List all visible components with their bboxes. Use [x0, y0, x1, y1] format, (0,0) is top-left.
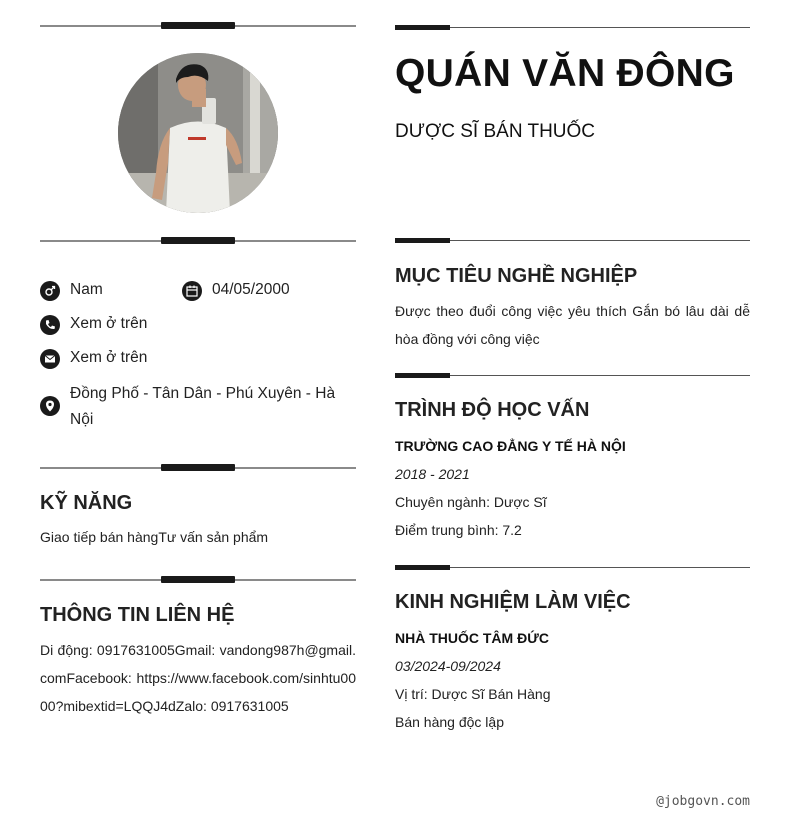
- education-major: Chuyên ngành: Dược Sĩ: [395, 494, 547, 510]
- job-title: DƯỢC SĨ BÁN THUỐC: [395, 121, 596, 142]
- right-divider-education: [395, 373, 750, 379]
- left-divider-contact: [40, 576, 356, 584]
- email-icon: [40, 349, 60, 369]
- gender-text: Nam: [70, 281, 103, 298]
- education-period: 2018 - 2021: [395, 466, 470, 482]
- calendar-icon: [182, 281, 202, 301]
- phone-icon: [40, 315, 60, 335]
- experience-position: Vị trí: Dược Sĩ Bán Hàng: [395, 686, 551, 702]
- birthday-text: 04/05/2000: [212, 281, 290, 298]
- right-divider-top: [395, 25, 750, 31]
- experience-description: Bán hàng độc lập: [395, 714, 504, 730]
- right-divider-objective: [395, 238, 750, 244]
- left-divider-top: [40, 22, 356, 30]
- profile-photo-illustration: [118, 53, 278, 213]
- watermark-text: @jobgovn.com: [656, 794, 750, 809]
- profile-photo: [118, 53, 278, 213]
- phone-text: Xem ở trên: [70, 315, 148, 332]
- email-text: Xem ở trên: [70, 349, 148, 366]
- candidate-name: QUÁN VĂN ĐÔNG: [395, 52, 735, 95]
- experience-period: 03/2024-09/2024: [395, 658, 501, 674]
- left-divider-skills: [40, 464, 356, 472]
- right-divider-experience: [395, 565, 750, 571]
- contact-heading: THÔNG TIN LIÊN HỆ: [40, 604, 235, 626]
- company-name: NHÀ THUỐC TÂM ĐỨC: [395, 630, 549, 646]
- education-heading: TRÌNH ĐỘ HỌC VẤN: [395, 399, 590, 421]
- experience-heading: KINH NGHIỆM LÀM VIỆC: [395, 591, 631, 613]
- education-gpa: Điểm trung bình: 7.2: [395, 522, 522, 538]
- objective-text: Được theo đuổi công việc yêu thích Gắn bó lâu dài dễ hòa đồng với công việc: [395, 303, 750, 347]
- school-name: TRƯỜNG CAO ĐẲNG Y TẾ HÀ NỘI: [395, 438, 626, 454]
- address-text: Đồng Phố - Tân Dân - Phú Xuyên - Hà Nội: [70, 385, 336, 428]
- skills-heading: KỸ NĂNG: [40, 492, 133, 514]
- objective-heading: MỤC TIÊU NGHỀ NGHIỆP: [395, 265, 638, 287]
- skills-text: Giao tiếp bán hàngTư vấn sản phẩm: [40, 529, 269, 545]
- left-divider-personal: [40, 237, 356, 245]
- contact-text: Di động: 0917631005Gmail: vandong987h@gmail.comFacebook: https://www.facebook.com/sinhtu0000?mibextid=LQQJ4dZalo: 0917631005: [40, 642, 356, 714]
- location-icon: [40, 396, 60, 416]
- gender-icon: [40, 281, 60, 301]
